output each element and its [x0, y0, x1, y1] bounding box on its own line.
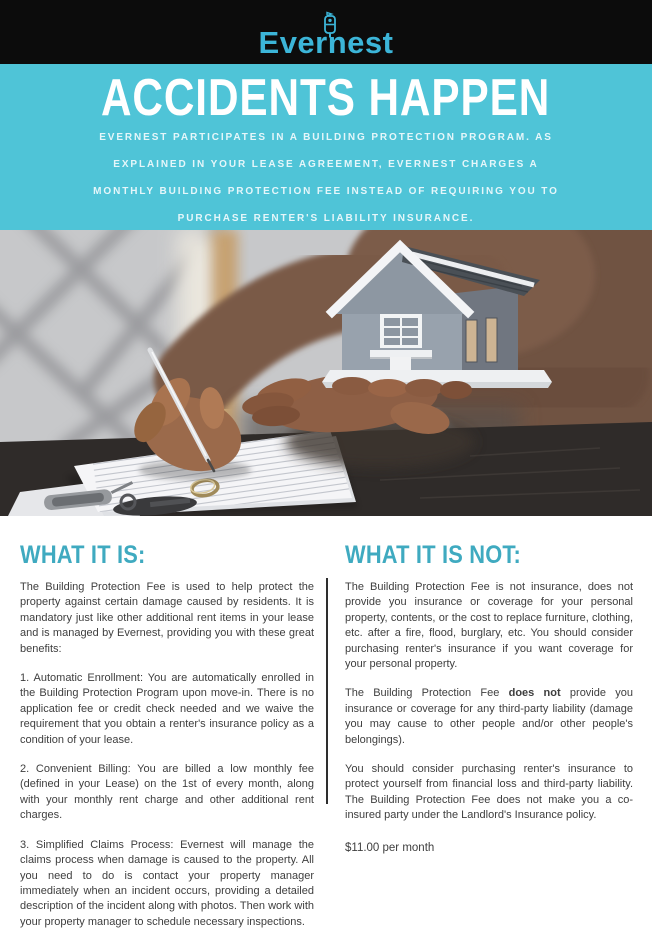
birdhouse-icon [322, 12, 338, 38]
what-it-is-not-column [345, 516, 633, 856]
subtitle-line: EXPLAINED IN YOUR LEASE AGREEMENT, EVERNEST CHARGES A [113, 159, 539, 170]
header-bar [0, 0, 652, 64]
what-it-is-not-heading: WHAT IT IS NOT: [345, 539, 522, 569]
logo-text: Evernest [258, 25, 394, 60]
hero-photo [0, 230, 652, 516]
benefit-simplified-claims: 3. Simplified Claims Process: Evernest will manage the claims process when damage is caused to the property. All you need to do is contact your property manager immediately when an incident occurs, providing a detailed description of the incident along with photos. Then work with your property manager to schedule necessary inspections. [20, 838, 314, 928]
p2-prefix: The Building Protection Fee [345, 687, 509, 700]
content-columns [0, 516, 652, 928]
monthly-fee-amount: $11.00 per month [345, 841, 435, 854]
what-it-is-heading: WHAT IT IS: [20, 539, 146, 569]
subtitle-line: EVERNEST PARTICIPATES IN A BUILDING PROTECTION PROGRAM. AS [99, 132, 553, 143]
benefit-automatic-enrollment: 1. Automatic Enrollment: You are automatically enrolled in the Building Protection Program upon move-in. There is no application fee or credit check needed and we waive the requirement that you obtain a renter's insurance policy as a condition of your lease. [20, 672, 314, 746]
p2-bold: does not [508, 687, 561, 700]
what-it-is-column [20, 516, 314, 930]
evernest-logo [259, 27, 394, 58]
p2-suffix: provide you insurance or coverage for any third-party liability (damage you may cause to other people and/or other people's belongings). [345, 687, 633, 746]
not-insurance-paragraph: The Building Protection Fee is not insurance, does not provide you insurance or coverage for your personal property, contents, or the cost to replace furniture, clothing, etc. after a fire, flood, burglary, etc. You should consider purchasing renter's insurance if you want coverage for your personal property. [345, 581, 633, 671]
subtitle-line: MONTHLY BUILDING PROTECTION FEE INSTEAD OF REQUIRING YOU TO [93, 186, 559, 197]
page-title: ACCIDENTS HAPPEN [101, 67, 551, 126]
hero-subtitle [0, 124, 652, 232]
consider-renters-insurance-paragraph: You should consider purchasing renter's insurance to protect yourself from financial loss and third-party liability. The Building Protection Fee does not make you a co-insured party under the Landlord's Insurance policy. [345, 763, 633, 822]
house-door [390, 357, 411, 370]
benefit-convenient-billing: 2. Convenient Billing: You are billed a low monthly fee (defined in your Lease) on the 1st of every month, along with your monthly rent charge and other additional rent charges. [20, 763, 314, 822]
third-party-liability-paragraph [345, 686, 633, 748]
hero-banner [0, 64, 652, 230]
window-ledge [370, 350, 432, 357]
subtitle-line: PURCHASE RENTER'S LIABILITY INSURANCE. [177, 213, 475, 224]
column-divider [326, 578, 328, 804]
what-it-is-paragraph: The Building Protection Fee is used to help protect the property against certain damage caused by residents. It is mandatory just like other additional rent items in your lease and is managed by Evernest, providing you with these great benefits: [20, 581, 314, 655]
